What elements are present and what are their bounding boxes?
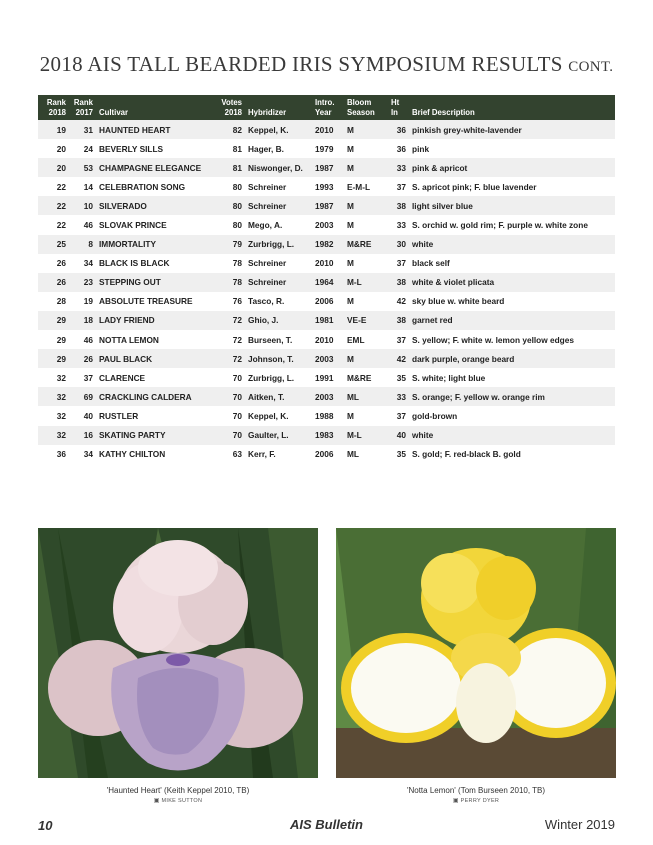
cell-rank-2018: 25 [38,235,69,254]
table-row [38,196,615,215]
cell-hybridizer: Niswonger, D. [245,158,312,177]
cell-votes: 70 [214,406,245,425]
cell-rank-2017: 23 [69,273,96,292]
cell-rank-2018: 22 [38,196,69,215]
cell-votes: 80 [214,196,245,215]
cell-votes: 80 [214,215,245,234]
cell-height: 37 [388,177,409,196]
cell-cultivar: KATHY CHILTON [96,445,214,464]
cell-hybridizer: Keppel, K. [245,120,312,139]
cell-description: white [409,235,615,254]
cell-rank-2017: 10 [69,196,96,215]
header-cultivar: Cultivar [96,95,214,120]
cell-votes: 76 [214,292,245,311]
cell-rank-2018: 29 [38,330,69,349]
cell-cultivar: SLOVAK PRINCE [96,215,214,234]
cell-votes: 72 [214,330,245,349]
cell-cultivar: NOTTA LEMON [96,330,214,349]
cell-rank-2017: 26 [69,349,96,368]
cell-rank-2018: 19 [38,120,69,139]
cell-bloom-season: M-L [344,426,388,445]
cell-rank-2018: 32 [38,406,69,425]
header-description: Brief Description [409,95,615,120]
cell-cultivar: BEVERLY SILLS [96,139,214,158]
cell-hybridizer: Johnson, T. [245,349,312,368]
cell-hybridizer: Tasco, R. [245,292,312,311]
table-body [38,120,615,464]
cell-description: black self [409,254,615,273]
cell-intro-year: 1993 [312,177,344,196]
cell-height: 37 [388,406,409,425]
camera-icon: ▣ [153,798,160,804]
cell-bloom-season: VE-E [344,311,388,330]
cell-rank-2017: 14 [69,177,96,196]
haunted-heart-photo [38,528,318,778]
cell-cultivar: CELEBRATION SONG [96,177,214,196]
cell-intro-year: 1964 [312,273,344,292]
publication-name: AIS Bulletin [290,817,363,832]
notta-lemon-photo [336,528,616,778]
cell-intro-year: 2003 [312,215,344,234]
page-number: 10 [38,818,53,833]
cell-rank-2018: 28 [38,292,69,311]
cell-bloom-season: M [344,139,388,158]
cell-description: S. orange; F. yellow w. orange rim [409,387,615,406]
cell-bloom-season: ML [344,445,388,464]
cell-rank-2018: 29 [38,311,69,330]
cell-rank-2018: 32 [38,368,69,387]
cell-cultivar: SKATING PARTY [96,426,214,445]
cell-votes: 70 [214,368,245,387]
table-row [38,158,615,177]
cell-hybridizer: Burseen, T. [245,330,312,349]
cell-cultivar: LADY FRIEND [96,311,214,330]
cell-votes: 70 [214,387,245,406]
cell-intro-year: 1982 [312,235,344,254]
cell-hybridizer: Keppel, K. [245,406,312,425]
cell-hybridizer: Mego, A. [245,215,312,234]
page-title [0,52,653,77]
cell-height: 36 [388,139,409,158]
title-suffix: CONT. [568,59,614,75]
cell-bloom-season: M&RE [344,235,388,254]
cell-height: 35 [388,445,409,464]
cell-votes: 80 [214,177,245,196]
cell-height: 33 [388,387,409,406]
cell-cultivar: SILVERADO [96,196,214,215]
table-row [38,349,615,368]
cell-intro-year: 2006 [312,445,344,464]
cell-description: pink [409,139,615,158]
cell-votes: 78 [214,254,245,273]
cell-rank-2017: 19 [69,292,96,311]
cell-cultivar: IMMORTALITY [96,235,214,254]
table-row [38,368,615,387]
cell-votes: 78 [214,273,245,292]
cell-intro-year: 1979 [312,139,344,158]
cell-rank-2017: 8 [69,235,96,254]
cell-intro-year: 2003 [312,387,344,406]
notta-lemon-credit: ▣ PERRY DYER [452,798,500,804]
table-row [38,445,615,464]
cell-height: 40 [388,426,409,445]
cell-votes: 72 [214,311,245,330]
table-row [38,426,615,445]
cell-description: white [409,426,615,445]
header-hybridizer: Hybridizer [245,95,312,120]
cell-bloom-season: E-M-L [344,177,388,196]
cell-rank-2018: 32 [38,426,69,445]
cell-cultivar: BLACK IS BLACK [96,254,214,273]
cell-height: 42 [388,292,409,311]
cell-rank-2017: 40 [69,406,96,425]
table-header-row [38,95,615,120]
haunted-heart-caption: 'Haunted Heart' (Keith Keppel 2010, TB) [106,786,250,795]
cell-rank-2018: 22 [38,215,69,234]
cell-bloom-season: M [344,215,388,234]
table-row [38,387,615,406]
cell-rank-2017: 53 [69,158,96,177]
cell-rank-2018: 32 [38,387,69,406]
cell-height: 33 [388,215,409,234]
cell-bloom-season: M [344,158,388,177]
table-row [38,139,615,158]
cell-height: 38 [388,311,409,330]
cell-cultivar: CHAMPAGNE ELEGANCE [96,158,214,177]
table-row [38,406,615,425]
cell-cultivar: RUSTLER [96,406,214,425]
cell-cultivar: STEPPING OUT [96,273,214,292]
cell-intro-year: 1983 [312,426,344,445]
cell-cultivar: CRACKLING CALDERA [96,387,214,406]
cell-rank-2017: 34 [69,445,96,464]
cell-hybridizer: Schreiner [245,196,312,215]
cell-cultivar: ABSOLUTE TREASURE [96,292,214,311]
cell-intro-year: 1981 [312,311,344,330]
cell-votes: 82 [214,120,245,139]
cell-intro-year: 2010 [312,254,344,273]
table-row [38,215,615,234]
cell-hybridizer: Schreiner [245,254,312,273]
cell-votes: 63 [214,445,245,464]
cell-description: S. white; light blue [409,368,615,387]
cell-bloom-season: M&RE [344,368,388,387]
cell-intro-year: 1987 [312,158,344,177]
notta-lemon-caption: 'Notta Lemon' (Tom Burseen 2010, TB) [406,786,546,795]
cell-intro-year: 2010 [312,330,344,349]
cell-intro-year: 1987 [312,196,344,215]
cell-bloom-season: M [344,120,388,139]
cell-rank-2017: 46 [69,330,96,349]
cell-rank-2017: 69 [69,387,96,406]
cell-description: S. apricot pink; F. blue lavender [409,177,615,196]
camera-icon: ▣ [452,798,459,804]
cell-votes: 70 [214,426,245,445]
header-rank-2018: Rank 2018 [38,95,69,120]
cell-bloom-season: M [344,406,388,425]
cell-description: light silver blue [409,196,615,215]
header-intro-year: Intro. Year [312,95,344,120]
cell-bloom-season: M [344,349,388,368]
cell-height: 30 [388,235,409,254]
cell-hybridizer: Zurbrigg, L. [245,235,312,254]
title-text: 2018 AIS TALL BEARDED IRIS SYMPOSIUM RESULTS [39,52,563,76]
cell-rank-2018: 26 [38,273,69,292]
header-bloom-season: Bloom Season [344,95,388,120]
cell-hybridizer: Schreiner [245,177,312,196]
cell-description: dark purple, orange beard [409,349,615,368]
cell-rank-2017: 37 [69,368,96,387]
cell-description: pink & apricot [409,158,615,177]
cell-rank-2017: 16 [69,426,96,445]
cell-bloom-season: M [344,196,388,215]
cell-height: 37 [388,254,409,273]
cell-rank-2017: 18 [69,311,96,330]
cell-rank-2017: 34 [69,254,96,273]
cell-rank-2017: 46 [69,215,96,234]
header-votes: Votes 2018 [214,95,245,120]
cell-rank-2017: 24 [69,139,96,158]
cell-intro-year: 1988 [312,406,344,425]
header-height: Ht In [388,95,409,120]
cell-votes: 81 [214,158,245,177]
cell-hybridizer: Ghio, J. [245,311,312,330]
cell-hybridizer: Aitken, T. [245,387,312,406]
cell-height: 33 [388,158,409,177]
cell-bloom-season: M [344,292,388,311]
cell-rank-2018: 20 [38,158,69,177]
cell-hybridizer: Schreiner [245,273,312,292]
results-table [38,95,615,464]
cell-description: S. orchid w. gold rim; F. purple w. white zone [409,215,615,234]
cell-description: S. yellow; F. white w. lemon yellow edges [409,330,615,349]
header-rank-2017: Rank 2017 [69,95,96,120]
cell-rank-2018: 22 [38,177,69,196]
cell-bloom-season: EML [344,330,388,349]
cell-hybridizer: Kerr, F. [245,445,312,464]
cell-height: 42 [388,349,409,368]
cell-intro-year: 2003 [312,349,344,368]
cell-description: garnet red [409,311,615,330]
cell-description: gold-brown [409,406,615,425]
cell-bloom-season: M [344,254,388,273]
cell-intro-year: 1991 [312,368,344,387]
cell-rank-2018: 26 [38,254,69,273]
cell-height: 38 [388,196,409,215]
table-row [38,177,615,196]
cell-rank-2018: 29 [38,349,69,368]
table-row [38,330,615,349]
table-row [38,235,615,254]
table-row [38,292,615,311]
cell-intro-year: 2010 [312,120,344,139]
cell-description: S. gold; F. red-black B. gold [409,445,615,464]
haunted-heart-credit: ▣ MIKE SUTTON [153,798,203,804]
cell-cultivar: PAUL BLACK [96,349,214,368]
cell-description: white & violet plicata [409,273,615,292]
cell-intro-year: 2006 [312,292,344,311]
cell-bloom-season: M-L [344,273,388,292]
cell-rank-2018: 20 [38,139,69,158]
cell-cultivar: HAUNTED HEART [96,120,214,139]
cell-votes: 72 [214,349,245,368]
cell-hybridizer: Hager, B. [245,139,312,158]
cell-height: 38 [388,273,409,292]
issue-date: Winter 2019 [544,817,615,832]
cell-height: 36 [388,120,409,139]
cell-description: pinkish grey-white-lavender [409,120,615,139]
cell-rank-2018: 36 [38,445,69,464]
cell-votes: 79 [214,235,245,254]
table-row [38,254,615,273]
table-row [38,273,615,292]
table-row [38,120,615,139]
cell-height: 37 [388,330,409,349]
cell-height: 35 [388,368,409,387]
cell-hybridizer: Zurbrigg, L. [245,368,312,387]
cell-bloom-season: ML [344,387,388,406]
cell-cultivar: CLARENCE [96,368,214,387]
cell-hybridizer: Gaulter, L. [245,426,312,445]
cell-description: sky blue w. white beard [409,292,615,311]
cell-votes: 81 [214,139,245,158]
cell-rank-2017: 31 [69,120,96,139]
table-row [38,311,615,330]
